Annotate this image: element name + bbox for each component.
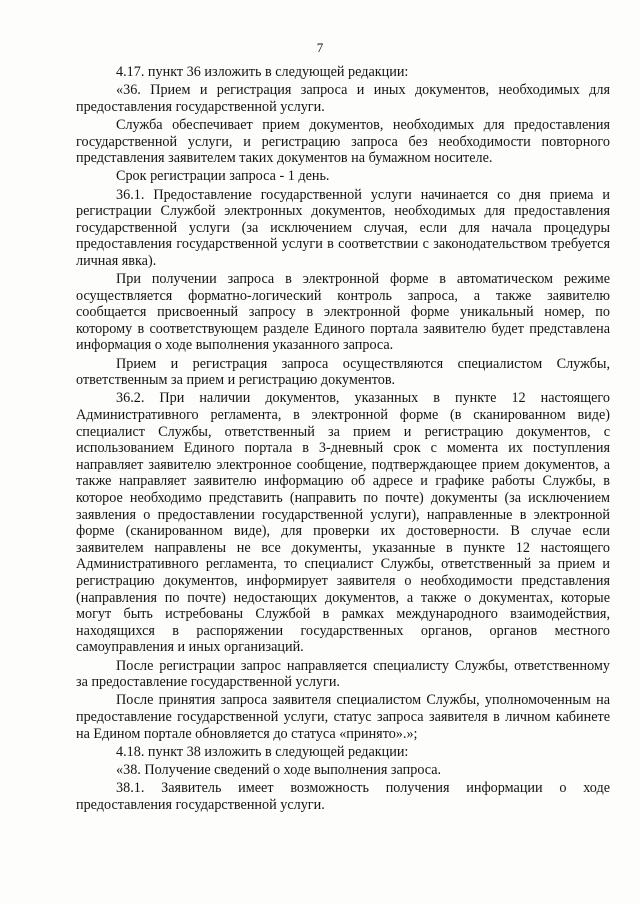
paragraph-registration-specialist: Прием и регистрация запроса осуществляются специалистом Службы, ответственным за прием и регистрацию документов. <box>76 355 610 389</box>
paragraph-after-registration: После регистрации запрос направляется специалисту Службы, ответственному за предоставление государственной услуги. <box>76 657 610 691</box>
paragraph-service-acceptance: Служба обеспечивает прием документов, необходимых для предоставления государственной услуги, и регистрацию запроса без необходимости повторного представления заявителем таких документов на бумажном носителе. <box>76 116 610 167</box>
paragraph-electronic-request: При получении запроса в электронной форме в автоматическом режиме осуществляется форматно-логический контроль запроса, а также заявителю сообщается присвоенный запросу в электронной форме уникальный номер, по которому в соответствующем разделе Единого портала заявителю будет представлена информация о ходе выполнения указанного запроса. <box>76 271 610 354</box>
paragraph-status-accepted: После принятия запроса заявителя специалистом Службы, уполномоченным на предоставление государственной услуги, статус запроса заявителя в личном кабинете на Едином портале обновляется до статуса «принято».»; <box>76 692 610 742</box>
paragraph-4-17: 4.17. пункт 36 изложить в следующей редакции: <box>116 64 409 80</box>
page-number: 7 <box>316 40 324 55</box>
paragraph-38-1: 38.1. Заявитель имеет возможность получения информации о ходе предоставления государственной услуги. <box>76 780 610 813</box>
paragraph-36-title: «36. Прием и регистрация запроса и иных документов, необходимых для предоставления государственной услуги. <box>76 82 610 115</box>
paragraph-registration-term: Срок регистрации запроса - 1 день. <box>116 168 330 185</box>
paragraph-4-18: 4.18. пункт 38 изложить в следующей редакции: <box>116 743 409 760</box>
paragraph-38-title: «38. Получение сведений о ходе выполнения запроса. <box>116 761 442 778</box>
document-body <box>76 64 610 813</box>
paragraph-36-1: 36.1. Предоставление государственной услуги начинается со дня приема и регистрации Службой электронных документов, необходимых для предоставления государственной услуги (за исключением случая, если для начала процедуры предоставления государственной услуги в соответствии с законодательством требуется личная явка). <box>76 186 610 269</box>
paragraph-36-2: 36.2. При наличии документов, указанных в пункте 12 настоящего Административного регламента, в электронной форме (в сканированном виде) специалист Службы, ответственный за прием и регистрацию документов, с использованием Единого портала в 3-дневный срок с момента их поступления направляет заявителю электронное сообщение, подтверждающее прием документов, а также направляет заявителю информацию об адресе и графике работы Службы, в которое необходимо представить (направить по почте) документы (за исключением заявления о предоставлении государственной услуги), направленные в электронной форме (сканированном виде), для проверки их достоверности. В случае если заявителем направлены не все документы, указанные в пункте 12 настоящего Административного регламента, то специалист Службы, ответственный за прием и регистрацию документов, информирует заявителя о необходимости представления (направления по почте) недостающих документов, а также о документах, которые могут быть истребованы Службой в рамках международного взаимодействия, находящихся в распоряжении государственных органов, органов местного самоуправления и иных организаций. <box>76 390 610 656</box>
